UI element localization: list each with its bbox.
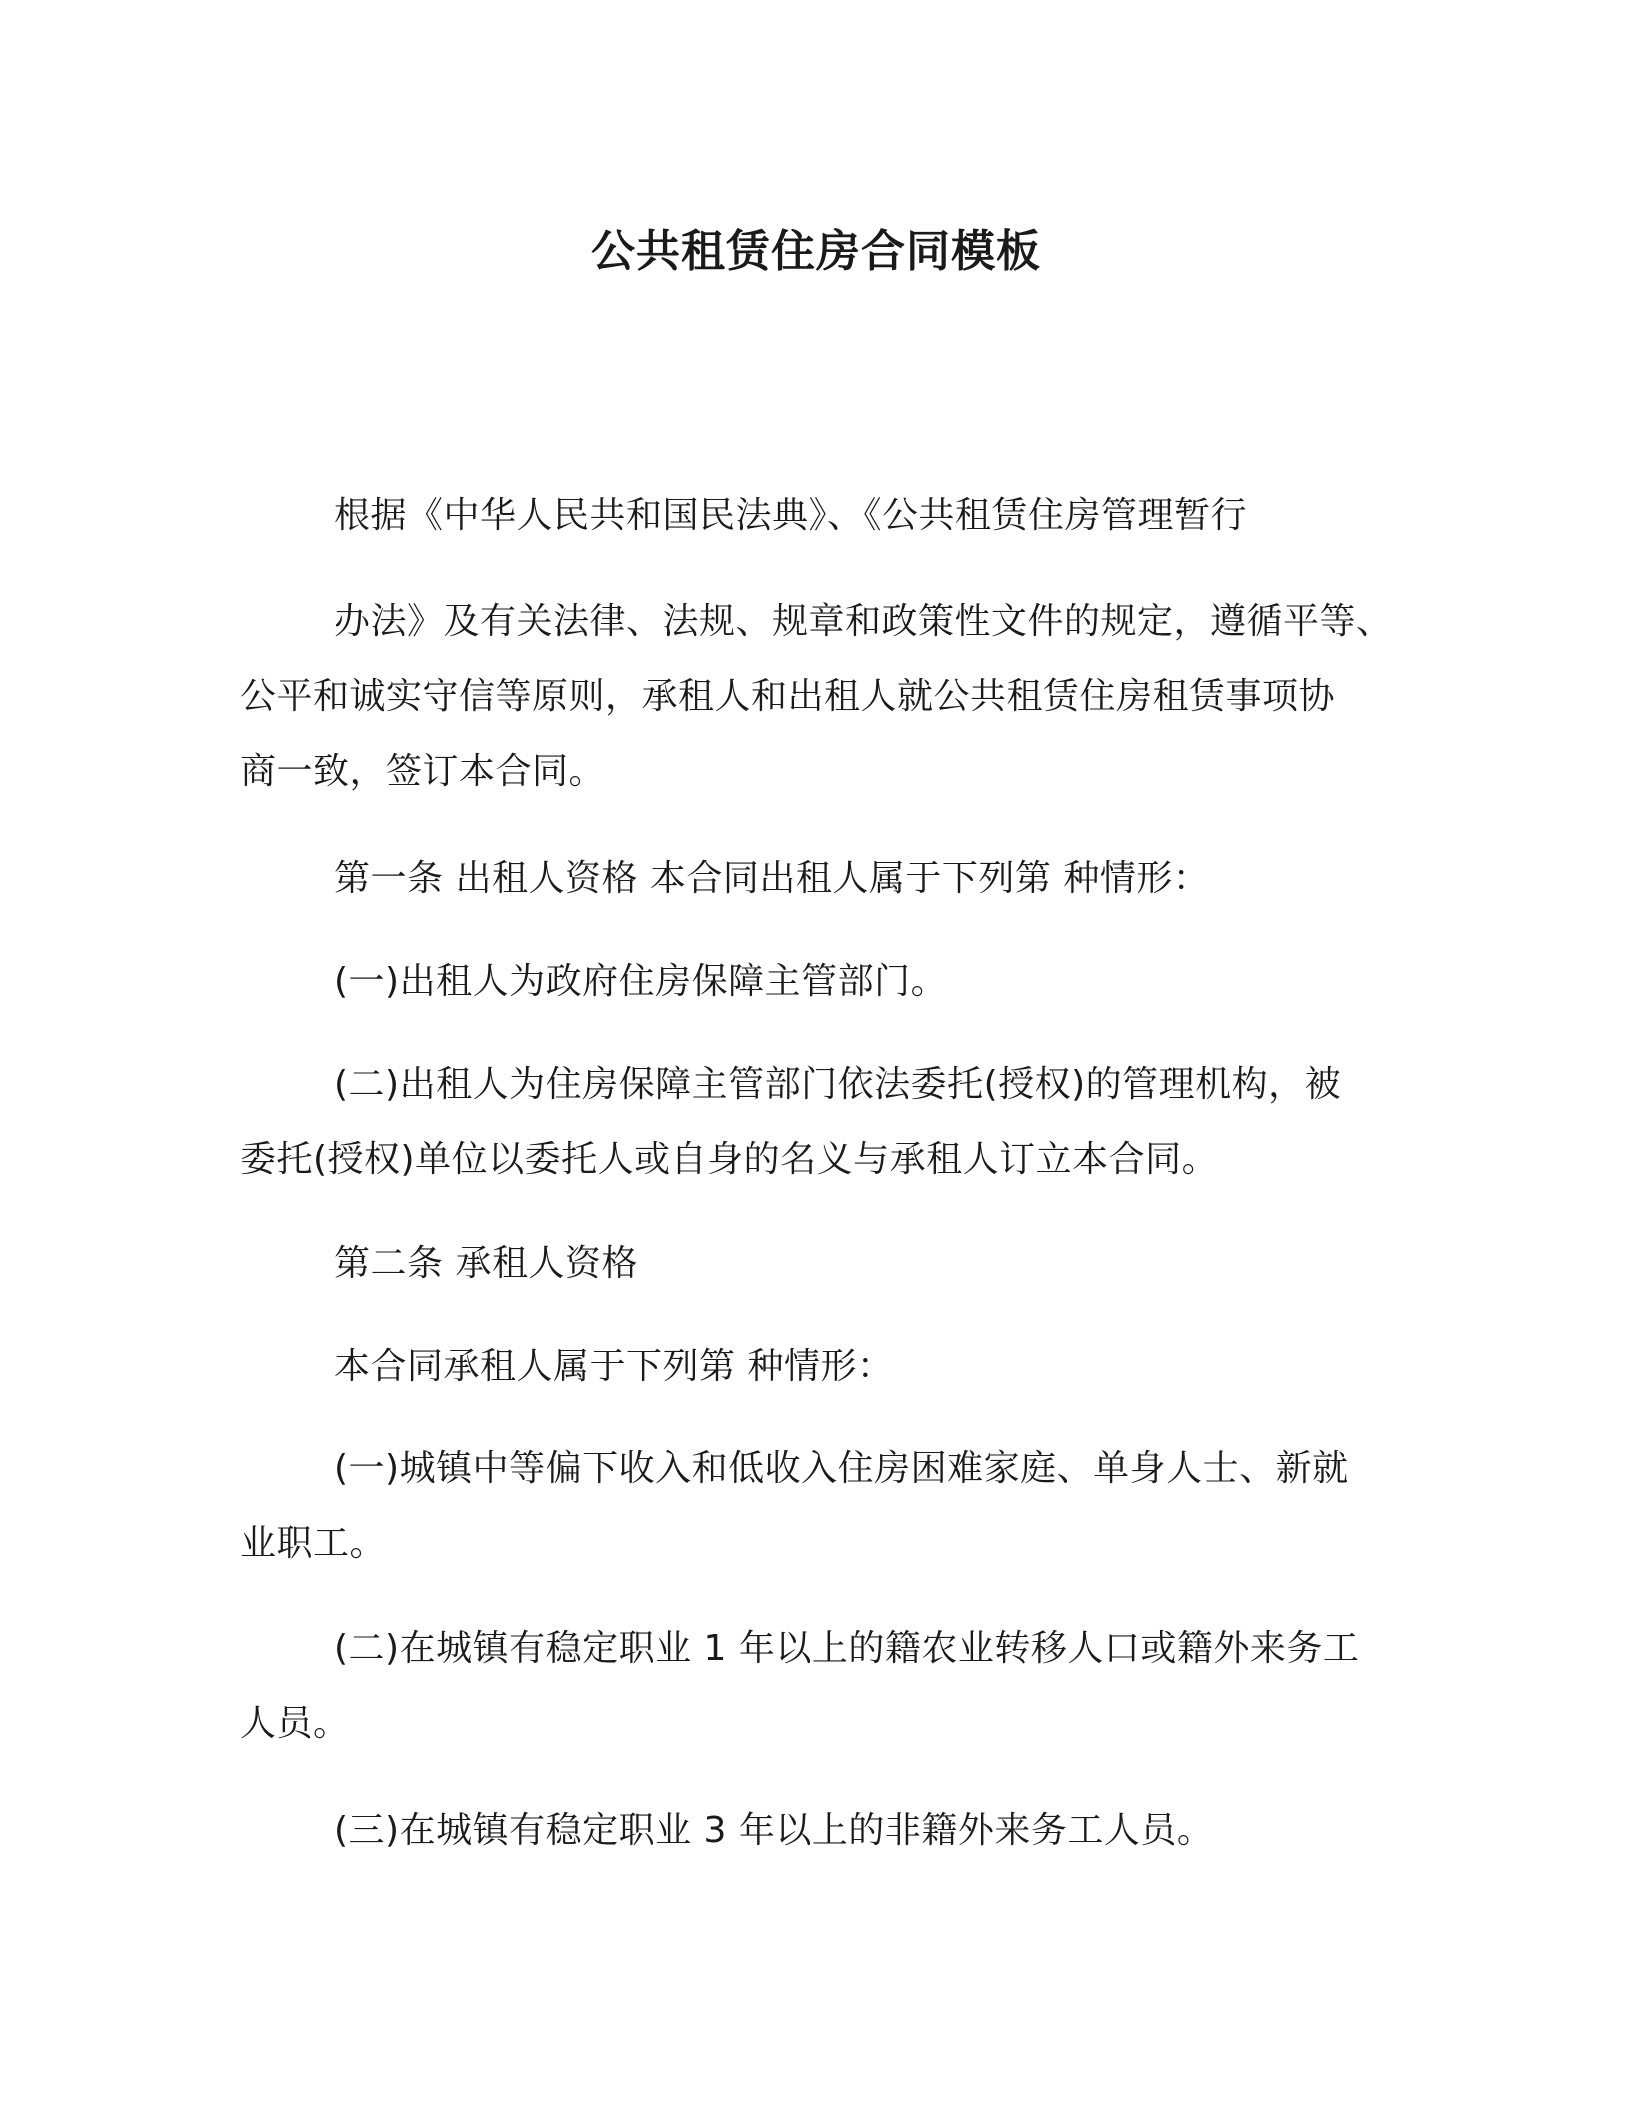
paragraph-line: 人员。	[240, 1703, 350, 1744]
paragraph-line: (一)出租人为政府住房保障主管部门。	[334, 961, 948, 1002]
article-heading-1: 第一条 出租人资格 本合同出租人属于下列第 种情形：	[334, 858, 1210, 899]
paragraph-line: (三)在城镇有稳定职业 3 年以上的非籍外来务工人员。	[334, 1810, 1214, 1851]
paragraph-line: 委托(授权)单位以委托人或自身的名义与承租人订立本合同。	[240, 1139, 1219, 1180]
document-title: 公共租赁住房合同模板	[591, 226, 1041, 277]
paragraph-line: (一)城镇中等偏下收入和低收入住房困难家庭、单身人士、新就	[334, 1448, 1349, 1489]
paragraph-line: 根据《中华人民共和国民法典》、《公共租赁住房管理暂行	[334, 495, 1248, 536]
paragraph-line: (二)出租人为住房保障主管部门依法委托(授权)的管理机构，被	[334, 1064, 1342, 1105]
article-heading-2: 第二条 承租人资格	[334, 1243, 638, 1284]
paragraph-line: 业职工。	[240, 1523, 387, 1564]
paragraph-line: 公平和诚实守信等原则，承租人和出租人就公共租赁住房租赁事项协	[240, 676, 1336, 717]
paragraph-line: 本合同承租人属于下列第 种情形：	[334, 1346, 894, 1387]
paragraph-line: 商一致，签订本合同。	[240, 751, 606, 792]
paragraph-line: (二)在城镇有稳定职业 1 年以上的籍农业转移人口或籍外来务工	[334, 1628, 1360, 1669]
paragraph-line: 办法》及有关法律、法规、规章和政策性文件的规定，遵循平等、	[334, 601, 1393, 642]
